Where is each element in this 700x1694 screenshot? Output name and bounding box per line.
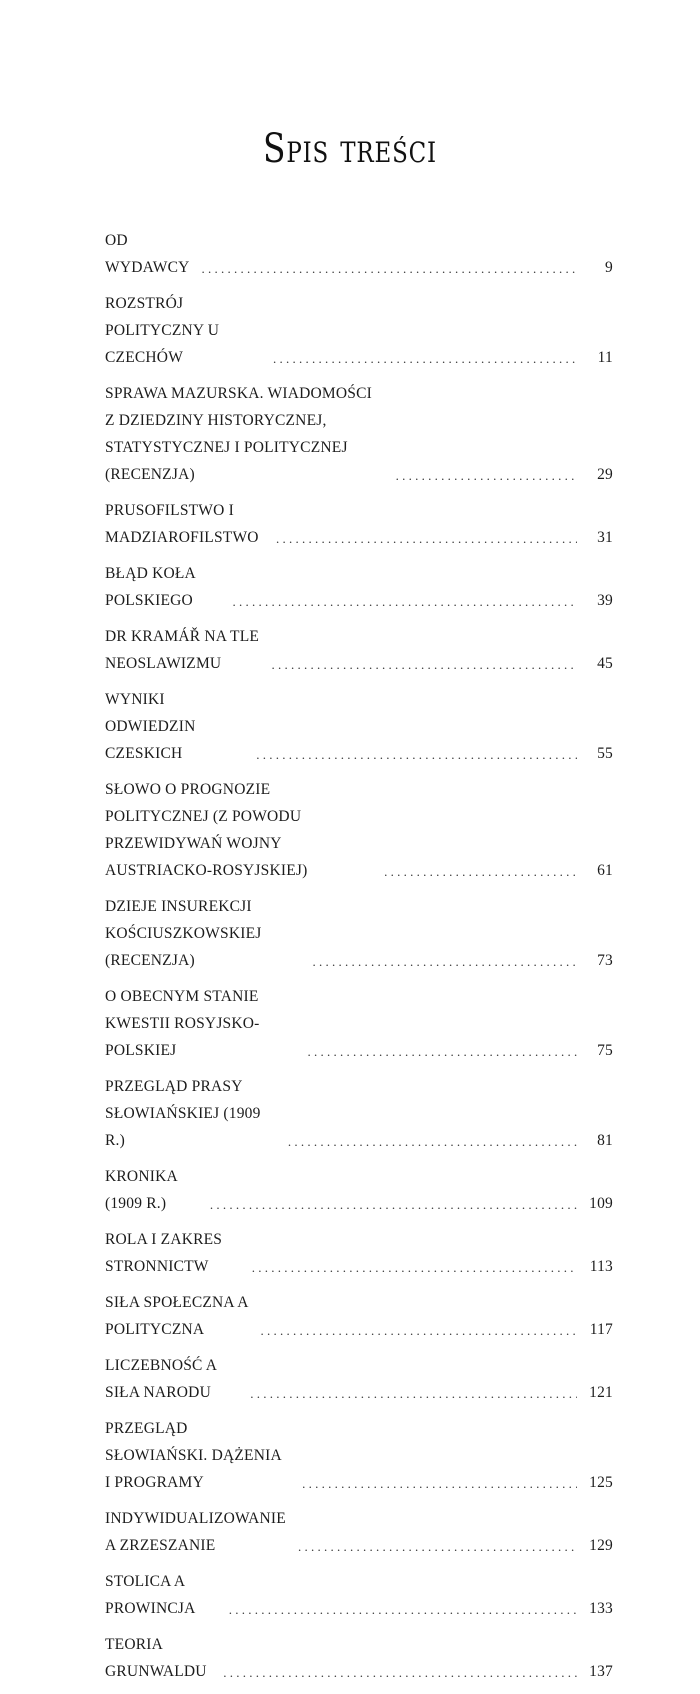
dot-leader xyxy=(276,525,577,552)
toc-entry-title[interactable]: INDYWIDUALIZOWANIE A ZRZESZANIE xyxy=(105,1510,286,1554)
dot-leader xyxy=(273,345,577,372)
toc-page-number[interactable]: 125 xyxy=(589,1474,613,1491)
toc-page-number[interactable]: 45 xyxy=(597,655,613,672)
toc-page-number[interactable]: 129 xyxy=(589,1537,613,1554)
dot-leader xyxy=(272,651,578,678)
toc-page-number[interactable]: 81 xyxy=(597,1132,613,1149)
toc-entry[interactable] xyxy=(105,893,613,974)
toc-entry-title[interactable]: BŁĄD KOŁA POLSKIEGO xyxy=(105,565,196,609)
toc-entry-title[interactable]: SŁOWO O PROGNOZIE POLITYCZNEJ (Z POWODU PRZEWIDYWAŃ WOJNY AUSTRIACKO-ROSYJSKIEJ) xyxy=(105,781,308,879)
toc-entry[interactable] xyxy=(105,290,613,371)
toc-entry-title[interactable]: KRONIKA (1909 R.) xyxy=(105,1168,178,1212)
toc-page-number[interactable]: 117 xyxy=(589,1321,613,1338)
toc-page-number[interactable]: 11 xyxy=(597,349,613,366)
toc-entry-title[interactable]: SPRAWA MAZURSKA. WIADOMOŚCI Z DZIEDZINY HISTORYCZNEJ, STATYSTYCZNEJ I POLITYCZNEJ (RECENZJA) xyxy=(105,385,372,483)
toc-entry[interactable] xyxy=(105,623,613,677)
toc-entry-title[interactable]: ROZSTRÓJ POLITYCZNY U CZECHÓW xyxy=(105,295,220,366)
toc-entry-title[interactable]: TEORIA GRUNWALDU xyxy=(105,1636,207,1680)
toc-entry-title[interactable]: LICZEBNOŚĆ A SIŁA NARODU xyxy=(105,1357,217,1401)
toc-entry[interactable] xyxy=(105,1163,613,1217)
page-title: Spis treści xyxy=(263,125,437,172)
toc-entry-title[interactable]: SIŁA SPOŁECZNA A POLITYCZNA xyxy=(105,1294,248,1338)
dot-leader xyxy=(256,741,577,768)
toc-page-number[interactable]: 121 xyxy=(589,1384,613,1401)
toc-entry-title[interactable]: OD WYDAWCY xyxy=(105,232,190,276)
dot-leader xyxy=(307,1038,577,1065)
toc-entry[interactable] xyxy=(105,686,613,767)
toc-page-number[interactable]: 133 xyxy=(589,1600,613,1617)
toc-entry[interactable] xyxy=(105,497,613,551)
toc-page-number[interactable]: 73 xyxy=(597,952,613,969)
dot-leader xyxy=(229,1596,577,1623)
toc-entry[interactable] xyxy=(105,560,613,614)
toc-entry[interactable] xyxy=(105,1568,613,1622)
toc-entry-title[interactable]: ROLA I ZAKRES STRONNICTW xyxy=(105,1231,223,1275)
toc-entry-title[interactable]: DZIEJE INSUREKCJI KOŚCIUSZKOWSKIEJ (RECENZJA) xyxy=(105,898,262,969)
toc-entry[interactable] xyxy=(105,1289,613,1343)
toc-entry[interactable] xyxy=(105,983,613,1064)
dot-leader xyxy=(252,1254,577,1281)
dot-leader xyxy=(261,1317,577,1344)
toc-page-number[interactable]: 9 xyxy=(605,259,613,276)
toc-page-number[interactable]: 29 xyxy=(597,466,613,483)
table-of-contents xyxy=(105,227,613,1694)
toc-entry-title[interactable]: PRZEGLĄD PRASY SŁOWIAŃSKIEJ (1909 R.) xyxy=(105,1078,261,1149)
dot-leader xyxy=(202,255,577,282)
toc-entry-title[interactable]: PRUSOFILSTWO I MADZIAROFILSTWO xyxy=(105,502,259,546)
toc-entry[interactable] xyxy=(105,1352,613,1406)
dot-leader xyxy=(384,858,577,885)
toc-page-number[interactable]: 61 xyxy=(597,862,613,879)
dot-leader xyxy=(250,1380,577,1407)
toc-entry-title[interactable]: DR KRAMÁŘ NA TLE NEOSLAWIZMU xyxy=(105,628,260,672)
toc-entry[interactable] xyxy=(105,1415,613,1496)
toc-page-number[interactable]: 39 xyxy=(597,592,613,609)
toc-entry-title[interactable]: STOLICA A PROWINCJA xyxy=(105,1573,196,1617)
toc-page-number[interactable]: 113 xyxy=(589,1258,613,1275)
toc-entry-title[interactable]: WYNIKI ODWIEDZIN CZESKICH xyxy=(105,691,196,762)
dot-leader xyxy=(302,1470,577,1497)
toc-entry[interactable] xyxy=(105,1226,613,1280)
toc-page-number[interactable]: 55 xyxy=(597,745,613,762)
toc-page-number[interactable]: 31 xyxy=(597,529,613,546)
dot-leader xyxy=(210,1191,577,1218)
toc-entry[interactable] xyxy=(105,776,613,884)
dot-leader xyxy=(288,1128,577,1155)
toc-entry-title[interactable]: O OBECNYM STANIE KWESTII ROSYJSKO-POLSKIEJ xyxy=(105,988,260,1059)
dot-leader xyxy=(233,588,577,615)
dot-leader xyxy=(313,948,577,975)
toc-entry[interactable] xyxy=(105,227,613,281)
toc-page-number[interactable]: 109 xyxy=(589,1195,613,1212)
toc-entry[interactable] xyxy=(105,380,613,488)
toc-page-number[interactable]: 137 xyxy=(589,1663,613,1680)
toc-entry[interactable] xyxy=(105,1631,613,1685)
dot-leader xyxy=(223,1659,577,1686)
dot-leader xyxy=(396,462,577,489)
dot-leader xyxy=(298,1533,577,1560)
toc-entry[interactable] xyxy=(105,1505,613,1559)
toc-page-number[interactable]: 75 xyxy=(597,1042,613,1059)
toc-entry-title[interactable]: PRZEGLĄD SŁOWIAŃSKI. DĄŻENIA I PROGRAMY xyxy=(105,1420,282,1491)
toc-entry[interactable] xyxy=(105,1073,613,1154)
